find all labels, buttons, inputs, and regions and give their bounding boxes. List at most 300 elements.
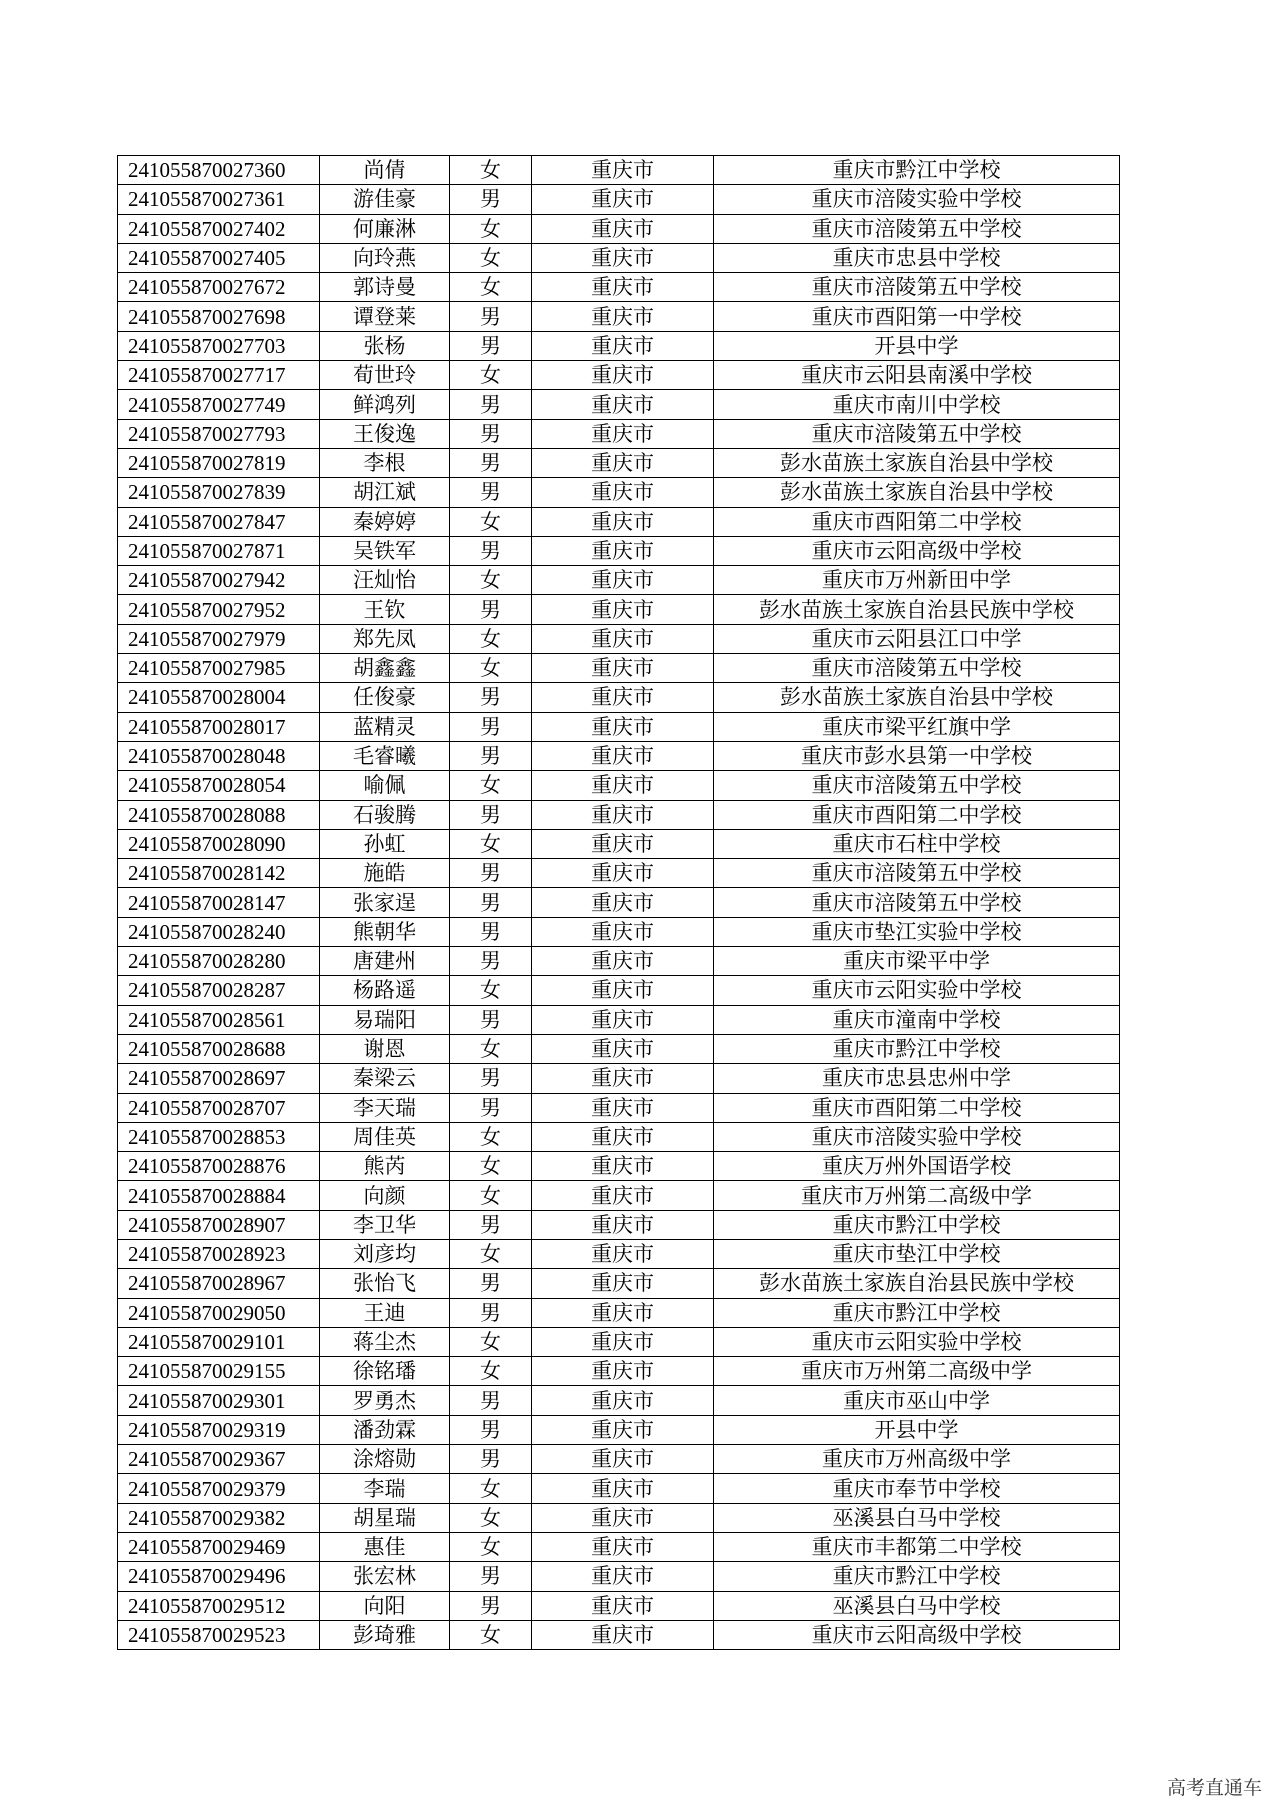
candidate-id-cell: 241055870027793 bbox=[118, 419, 320, 448]
school-cell: 彭水苗族土家族自治县中学校 bbox=[714, 683, 1120, 712]
candidate-id-cell: 241055870027360 bbox=[118, 156, 320, 185]
name-cell: 郑先凤 bbox=[320, 624, 450, 653]
province-cell: 重庆市 bbox=[532, 976, 714, 1005]
table-row bbox=[118, 390, 1120, 419]
school-cell: 重庆市垫江实验中学校 bbox=[714, 917, 1120, 946]
table-row bbox=[118, 1034, 1120, 1063]
name-cell: 李天瑞 bbox=[320, 1093, 450, 1122]
school-cell: 彭水苗族土家族自治县中学校 bbox=[714, 478, 1120, 507]
candidate-id-cell: 241055870029101 bbox=[118, 1327, 320, 1356]
school-cell: 重庆市酉阳第二中学校 bbox=[714, 1093, 1120, 1122]
province-cell: 重庆市 bbox=[532, 1122, 714, 1151]
candidate-id-cell: 241055870027979 bbox=[118, 624, 320, 653]
province-cell: 重庆市 bbox=[532, 1005, 714, 1034]
gender-cell: 女 bbox=[450, 1532, 532, 1561]
candidate-id-cell: 241055870028048 bbox=[118, 741, 320, 770]
gender-cell: 男 bbox=[450, 390, 532, 419]
province-cell: 重庆市 bbox=[532, 917, 714, 946]
table-row bbox=[118, 1064, 1120, 1093]
province-cell: 重庆市 bbox=[532, 1474, 714, 1503]
table-row bbox=[118, 683, 1120, 712]
candidate-id-cell: 241055870028884 bbox=[118, 1181, 320, 1210]
gender-cell: 女 bbox=[450, 771, 532, 800]
name-cell: 罗勇杰 bbox=[320, 1386, 450, 1415]
name-cell: 毛睿曦 bbox=[320, 741, 450, 770]
candidate-id-cell: 241055870028088 bbox=[118, 800, 320, 829]
gender-cell: 女 bbox=[450, 156, 532, 185]
name-cell: 蒋尘杰 bbox=[320, 1327, 450, 1356]
candidate-id-cell: 241055870028561 bbox=[118, 1005, 320, 1034]
candidate-id-cell: 241055870028280 bbox=[118, 947, 320, 976]
gender-cell: 男 bbox=[450, 536, 532, 565]
candidate-id-cell: 241055870027839 bbox=[118, 478, 320, 507]
province-cell: 重庆市 bbox=[532, 800, 714, 829]
school-cell: 重庆市涪陵实验中学校 bbox=[714, 185, 1120, 214]
name-cell: 涂熔勋 bbox=[320, 1445, 450, 1474]
candidate-id-cell: 241055870028142 bbox=[118, 859, 320, 888]
school-cell: 巫溪县白马中学校 bbox=[714, 1503, 1120, 1532]
table-row bbox=[118, 654, 1120, 683]
province-cell: 重庆市 bbox=[532, 1503, 714, 1532]
school-cell: 重庆市石柱中学校 bbox=[714, 829, 1120, 858]
candidate-id-cell: 241055870028697 bbox=[118, 1064, 320, 1093]
province-cell: 重庆市 bbox=[532, 624, 714, 653]
table-row bbox=[118, 947, 1120, 976]
name-cell: 秦梁云 bbox=[320, 1064, 450, 1093]
gender-cell: 男 bbox=[450, 947, 532, 976]
gender-cell: 男 bbox=[450, 331, 532, 360]
gender-cell: 女 bbox=[450, 829, 532, 858]
school-cell: 重庆市万州第二高级中学 bbox=[714, 1357, 1120, 1386]
gender-cell: 女 bbox=[450, 976, 532, 1005]
candidate-id-cell: 241055870029523 bbox=[118, 1620, 320, 1649]
school-cell: 重庆市云阳县江口中学 bbox=[714, 624, 1120, 653]
gender-cell: 男 bbox=[450, 917, 532, 946]
table-row bbox=[118, 331, 1120, 360]
gender-cell: 女 bbox=[450, 214, 532, 243]
candidate-id-cell: 241055870027847 bbox=[118, 507, 320, 536]
table-row bbox=[118, 976, 1120, 1005]
table-row bbox=[118, 1591, 1120, 1620]
table-row bbox=[118, 1562, 1120, 1591]
name-cell: 向玲燕 bbox=[320, 243, 450, 272]
school-cell: 重庆市黔江中学校 bbox=[714, 1562, 1120, 1591]
candidate-id-cell: 241055870028004 bbox=[118, 683, 320, 712]
table-row bbox=[118, 507, 1120, 536]
school-cell: 重庆市涪陵实验中学校 bbox=[714, 1122, 1120, 1151]
table-row bbox=[118, 1415, 1120, 1444]
school-cell: 重庆市丰都第二中学校 bbox=[714, 1532, 1120, 1561]
name-cell: 向颜 bbox=[320, 1181, 450, 1210]
table-row bbox=[118, 888, 1120, 917]
gender-cell: 男 bbox=[450, 1093, 532, 1122]
table-row bbox=[118, 595, 1120, 624]
school-cell: 重庆市云阳县南溪中学校 bbox=[714, 361, 1120, 390]
province-cell: 重庆市 bbox=[532, 1532, 714, 1561]
gender-cell: 女 bbox=[450, 1181, 532, 1210]
name-cell: 张杨 bbox=[320, 331, 450, 360]
province-cell: 重庆市 bbox=[532, 1327, 714, 1356]
school-cell: 开县中学 bbox=[714, 1415, 1120, 1444]
candidate-id-cell: 241055870028967 bbox=[118, 1269, 320, 1298]
province-cell: 重庆市 bbox=[532, 331, 714, 360]
table-row bbox=[118, 917, 1120, 946]
name-cell: 游佳豪 bbox=[320, 185, 450, 214]
school-cell: 重庆市涪陵第五中学校 bbox=[714, 654, 1120, 683]
school-cell: 重庆市云阳高级中学校 bbox=[714, 536, 1120, 565]
school-cell: 重庆市黔江中学校 bbox=[714, 156, 1120, 185]
name-cell: 李根 bbox=[320, 448, 450, 477]
candidate-id-cell: 241055870029155 bbox=[118, 1357, 320, 1386]
province-cell: 重庆市 bbox=[532, 829, 714, 858]
province-cell: 重庆市 bbox=[532, 507, 714, 536]
gender-cell: 男 bbox=[450, 419, 532, 448]
name-cell: 王迪 bbox=[320, 1298, 450, 1327]
candidate-id-cell: 241055870027952 bbox=[118, 595, 320, 624]
gender-cell: 女 bbox=[450, 1620, 532, 1649]
candidate-id-cell: 241055870028907 bbox=[118, 1210, 320, 1239]
name-cell: 徐铭璠 bbox=[320, 1357, 450, 1386]
table-row bbox=[118, 800, 1120, 829]
name-cell: 李瑞 bbox=[320, 1474, 450, 1503]
province-cell: 重庆市 bbox=[532, 1620, 714, 1649]
candidate-id-cell: 241055870027672 bbox=[118, 273, 320, 302]
table-row bbox=[118, 1386, 1120, 1415]
name-cell: 刘彦均 bbox=[320, 1239, 450, 1268]
table-row bbox=[118, 1357, 1120, 1386]
school-cell: 重庆市云阳实验中学校 bbox=[714, 1327, 1120, 1356]
name-cell: 熊芮 bbox=[320, 1152, 450, 1181]
province-cell: 重庆市 bbox=[532, 448, 714, 477]
gender-cell: 男 bbox=[450, 1064, 532, 1093]
province-cell: 重庆市 bbox=[532, 1386, 714, 1415]
table-row bbox=[118, 712, 1120, 741]
candidate-id-cell: 241055870027819 bbox=[118, 448, 320, 477]
gender-cell: 男 bbox=[450, 1210, 532, 1239]
province-cell: 重庆市 bbox=[532, 771, 714, 800]
name-cell: 谢恩 bbox=[320, 1034, 450, 1063]
province-cell: 重庆市 bbox=[532, 1064, 714, 1093]
candidate-id-cell: 241055870028240 bbox=[118, 917, 320, 946]
gender-cell: 女 bbox=[450, 507, 532, 536]
table-row bbox=[118, 243, 1120, 272]
school-cell: 重庆市彭水县第一中学校 bbox=[714, 741, 1120, 770]
table-row bbox=[118, 1269, 1120, 1298]
candidate-id-cell: 241055870029379 bbox=[118, 1474, 320, 1503]
candidate-id-cell: 241055870027402 bbox=[118, 214, 320, 243]
candidate-id-cell: 241055870029496 bbox=[118, 1562, 320, 1591]
school-cell: 开县中学 bbox=[714, 331, 1120, 360]
province-cell: 重庆市 bbox=[532, 741, 714, 770]
province-cell: 重庆市 bbox=[532, 536, 714, 565]
province-cell: 重庆市 bbox=[532, 419, 714, 448]
province-cell: 重庆市 bbox=[532, 1298, 714, 1327]
name-cell: 惠佳 bbox=[320, 1532, 450, 1561]
school-cell: 重庆市垫江中学校 bbox=[714, 1239, 1120, 1268]
candidate-id-cell: 241055870027749 bbox=[118, 390, 320, 419]
province-cell: 重庆市 bbox=[532, 888, 714, 917]
name-cell: 李卫华 bbox=[320, 1210, 450, 1239]
name-cell: 谭登莱 bbox=[320, 302, 450, 331]
candidate-id-cell: 241055870029382 bbox=[118, 1503, 320, 1532]
gender-cell: 男 bbox=[450, 478, 532, 507]
school-cell: 重庆市酉阳第一中学校 bbox=[714, 302, 1120, 331]
school-cell: 重庆市涪陵第五中学校 bbox=[714, 214, 1120, 243]
province-cell: 重庆市 bbox=[532, 947, 714, 976]
school-cell: 重庆市酉阳第二中学校 bbox=[714, 507, 1120, 536]
province-cell: 重庆市 bbox=[532, 1181, 714, 1210]
table-row bbox=[118, 1093, 1120, 1122]
table-row bbox=[118, 156, 1120, 185]
candidate-id-cell: 241055870028147 bbox=[118, 888, 320, 917]
school-cell: 重庆市涪陵第五中学校 bbox=[714, 419, 1120, 448]
school-cell: 重庆市巫山中学 bbox=[714, 1386, 1120, 1415]
candidate-id-cell: 241055870027985 bbox=[118, 654, 320, 683]
gender-cell: 女 bbox=[450, 624, 532, 653]
school-cell: 重庆市忠县忠州中学 bbox=[714, 1064, 1120, 1093]
gender-cell: 男 bbox=[450, 859, 532, 888]
name-cell: 王俊逸 bbox=[320, 419, 450, 448]
table-row bbox=[118, 741, 1120, 770]
province-cell: 重庆市 bbox=[532, 1269, 714, 1298]
table-row bbox=[118, 419, 1120, 448]
province-cell: 重庆市 bbox=[532, 1415, 714, 1444]
gender-cell: 男 bbox=[450, 1386, 532, 1415]
name-cell: 石骏腾 bbox=[320, 800, 450, 829]
table-body bbox=[118, 156, 1120, 1650]
school-cell: 重庆万州外国语学校 bbox=[714, 1152, 1120, 1181]
province-cell: 重庆市 bbox=[532, 273, 714, 302]
school-cell: 重庆市万州第二高级中学 bbox=[714, 1181, 1120, 1210]
gender-cell: 女 bbox=[450, 654, 532, 683]
province-cell: 重庆市 bbox=[532, 243, 714, 272]
gender-cell: 男 bbox=[450, 1298, 532, 1327]
school-cell: 巫溪县白马中学校 bbox=[714, 1591, 1120, 1620]
school-cell: 重庆市云阳高级中学校 bbox=[714, 1620, 1120, 1649]
table-row bbox=[118, 771, 1120, 800]
table-row bbox=[118, 185, 1120, 214]
name-cell: 向阳 bbox=[320, 1591, 450, 1620]
gender-cell: 男 bbox=[450, 1591, 532, 1620]
school-cell: 彭水苗族土家族自治县民族中学校 bbox=[714, 1269, 1120, 1298]
gender-cell: 女 bbox=[450, 1034, 532, 1063]
province-cell: 重庆市 bbox=[532, 214, 714, 243]
table-row bbox=[118, 1239, 1120, 1268]
admission-list-table bbox=[117, 155, 1120, 1650]
table-row bbox=[118, 1298, 1120, 1327]
gender-cell: 男 bbox=[450, 1445, 532, 1474]
gender-cell: 男 bbox=[450, 1562, 532, 1591]
name-cell: 秦婷婷 bbox=[320, 507, 450, 536]
table-row bbox=[118, 1005, 1120, 1034]
province-cell: 重庆市 bbox=[532, 859, 714, 888]
name-cell: 喻佩 bbox=[320, 771, 450, 800]
gender-cell: 女 bbox=[450, 243, 532, 272]
candidate-id-cell: 241055870027703 bbox=[118, 331, 320, 360]
table-row bbox=[118, 361, 1120, 390]
candidate-id-cell: 241055870028054 bbox=[118, 771, 320, 800]
school-cell: 重庆市酉阳第二中学校 bbox=[714, 800, 1120, 829]
province-cell: 重庆市 bbox=[532, 156, 714, 185]
table-row bbox=[118, 1445, 1120, 1474]
watermark-text: 高考直通车 bbox=[1166, 1777, 1262, 1799]
table-row bbox=[118, 1620, 1120, 1649]
table-row bbox=[118, 624, 1120, 653]
province-cell: 重庆市 bbox=[532, 683, 714, 712]
school-cell: 彭水苗族土家族自治县中学校 bbox=[714, 448, 1120, 477]
gender-cell: 女 bbox=[450, 1357, 532, 1386]
candidate-id-cell: 241055870027698 bbox=[118, 302, 320, 331]
gender-cell: 男 bbox=[450, 712, 532, 741]
candidate-id-cell: 241055870029050 bbox=[118, 1298, 320, 1327]
province-cell: 重庆市 bbox=[532, 1034, 714, 1063]
table-row bbox=[118, 829, 1120, 858]
province-cell: 重庆市 bbox=[532, 1357, 714, 1386]
gender-cell: 男 bbox=[450, 1415, 532, 1444]
name-cell: 吴铁军 bbox=[320, 536, 450, 565]
name-cell: 郭诗曼 bbox=[320, 273, 450, 302]
province-cell: 重庆市 bbox=[532, 712, 714, 741]
name-cell: 胡星瑞 bbox=[320, 1503, 450, 1532]
table-row bbox=[118, 1152, 1120, 1181]
name-cell: 施皓 bbox=[320, 859, 450, 888]
gender-cell: 女 bbox=[450, 1152, 532, 1181]
gender-cell: 男 bbox=[450, 302, 532, 331]
province-cell: 重庆市 bbox=[532, 595, 714, 624]
candidate-id-cell: 241055870029469 bbox=[118, 1532, 320, 1561]
school-cell: 重庆市云阳实验中学校 bbox=[714, 976, 1120, 1005]
gender-cell: 男 bbox=[450, 888, 532, 917]
gender-cell: 女 bbox=[450, 273, 532, 302]
name-cell: 胡鑫鑫 bbox=[320, 654, 450, 683]
table-row bbox=[118, 478, 1120, 507]
province-cell: 重庆市 bbox=[532, 302, 714, 331]
gender-cell: 女 bbox=[450, 1474, 532, 1503]
candidate-id-cell: 241055870028090 bbox=[118, 829, 320, 858]
table-row bbox=[118, 859, 1120, 888]
name-cell: 胡江斌 bbox=[320, 478, 450, 507]
name-cell: 彭琦雅 bbox=[320, 1620, 450, 1649]
school-cell: 重庆市万州高级中学 bbox=[714, 1445, 1120, 1474]
province-cell: 重庆市 bbox=[532, 1562, 714, 1591]
table-row bbox=[118, 1210, 1120, 1239]
table-row bbox=[118, 1503, 1120, 1532]
name-cell: 潘劲霖 bbox=[320, 1415, 450, 1444]
gender-cell: 男 bbox=[450, 683, 532, 712]
candidate-id-cell: 241055870027717 bbox=[118, 361, 320, 390]
name-cell: 熊朝华 bbox=[320, 917, 450, 946]
name-cell: 尚倩 bbox=[320, 156, 450, 185]
school-cell: 重庆市梁平中学 bbox=[714, 947, 1120, 976]
name-cell: 孙虹 bbox=[320, 829, 450, 858]
gender-cell: 男 bbox=[450, 800, 532, 829]
name-cell: 张怡飞 bbox=[320, 1269, 450, 1298]
candidate-id-cell: 241055870028876 bbox=[118, 1152, 320, 1181]
school-cell: 重庆市南川中学校 bbox=[714, 390, 1120, 419]
name-cell: 唐建州 bbox=[320, 947, 450, 976]
gender-cell: 男 bbox=[450, 1269, 532, 1298]
name-cell: 易瑞阳 bbox=[320, 1005, 450, 1034]
gender-cell: 男 bbox=[450, 741, 532, 770]
name-cell: 蓝精灵 bbox=[320, 712, 450, 741]
gender-cell: 女 bbox=[450, 1122, 532, 1151]
school-cell: 重庆市涪陵第五中学校 bbox=[714, 859, 1120, 888]
school-cell: 彭水苗族土家族自治县民族中学校 bbox=[714, 595, 1120, 624]
gender-cell: 女 bbox=[450, 1503, 532, 1532]
province-cell: 重庆市 bbox=[532, 1093, 714, 1122]
table-row bbox=[118, 1181, 1120, 1210]
name-cell: 王钦 bbox=[320, 595, 450, 624]
school-cell: 重庆市黔江中学校 bbox=[714, 1034, 1120, 1063]
gender-cell: 女 bbox=[450, 1327, 532, 1356]
name-cell: 鲜鸿列 bbox=[320, 390, 450, 419]
candidate-id-cell: 241055870029301 bbox=[118, 1386, 320, 1415]
school-cell: 重庆市涪陵第五中学校 bbox=[714, 771, 1120, 800]
table-row bbox=[118, 1327, 1120, 1356]
candidate-id-cell: 241055870028707 bbox=[118, 1093, 320, 1122]
province-cell: 重庆市 bbox=[532, 1445, 714, 1474]
school-cell: 重庆市潼南中学校 bbox=[714, 1005, 1120, 1034]
name-cell: 张宏林 bbox=[320, 1562, 450, 1591]
province-cell: 重庆市 bbox=[532, 566, 714, 595]
candidate-id-cell: 241055870028017 bbox=[118, 712, 320, 741]
table-row bbox=[118, 566, 1120, 595]
name-cell: 何廉淋 bbox=[320, 214, 450, 243]
name-cell: 周佳英 bbox=[320, 1122, 450, 1151]
school-cell: 重庆市黔江中学校 bbox=[714, 1210, 1120, 1239]
candidate-id-cell: 241055870028923 bbox=[118, 1239, 320, 1268]
school-cell: 重庆市涪陵第五中学校 bbox=[714, 273, 1120, 302]
name-cell: 汪灿怡 bbox=[320, 566, 450, 595]
province-cell: 重庆市 bbox=[532, 1239, 714, 1268]
school-cell: 重庆市奉节中学校 bbox=[714, 1474, 1120, 1503]
table-row bbox=[118, 302, 1120, 331]
name-cell: 荀世玲 bbox=[320, 361, 450, 390]
school-cell: 重庆市忠县中学校 bbox=[714, 243, 1120, 272]
table-row bbox=[118, 448, 1120, 477]
gender-cell: 男 bbox=[450, 1005, 532, 1034]
name-cell: 杨路遥 bbox=[320, 976, 450, 1005]
candidate-id-cell: 241055870027942 bbox=[118, 566, 320, 595]
province-cell: 重庆市 bbox=[532, 1210, 714, 1239]
candidate-id-cell: 241055870028287 bbox=[118, 976, 320, 1005]
province-cell: 重庆市 bbox=[532, 185, 714, 214]
candidate-id-cell: 241055870029512 bbox=[118, 1591, 320, 1620]
school-cell: 重庆市黔江中学校 bbox=[714, 1298, 1120, 1327]
candidate-id-cell: 241055870027405 bbox=[118, 243, 320, 272]
candidate-id-cell: 241055870029319 bbox=[118, 1415, 320, 1444]
province-cell: 重庆市 bbox=[532, 654, 714, 683]
school-cell: 重庆市万州新田中学 bbox=[714, 566, 1120, 595]
gender-cell: 女 bbox=[450, 566, 532, 595]
candidate-id-cell: 241055870027361 bbox=[118, 185, 320, 214]
candidate-id-cell: 241055870028688 bbox=[118, 1034, 320, 1063]
province-cell: 重庆市 bbox=[532, 361, 714, 390]
school-cell: 重庆市梁平红旗中学 bbox=[714, 712, 1120, 741]
province-cell: 重庆市 bbox=[532, 390, 714, 419]
table-row bbox=[118, 1122, 1120, 1151]
table-row bbox=[118, 1474, 1120, 1503]
school-cell: 重庆市涪陵第五中学校 bbox=[714, 888, 1120, 917]
name-cell: 任俊豪 bbox=[320, 683, 450, 712]
gender-cell: 男 bbox=[450, 595, 532, 624]
province-cell: 重庆市 bbox=[532, 1591, 714, 1620]
gender-cell: 女 bbox=[450, 1239, 532, 1268]
gender-cell: 男 bbox=[450, 185, 532, 214]
candidate-id-cell: 241055870028853 bbox=[118, 1122, 320, 1151]
gender-cell: 女 bbox=[450, 361, 532, 390]
table-row bbox=[118, 536, 1120, 565]
